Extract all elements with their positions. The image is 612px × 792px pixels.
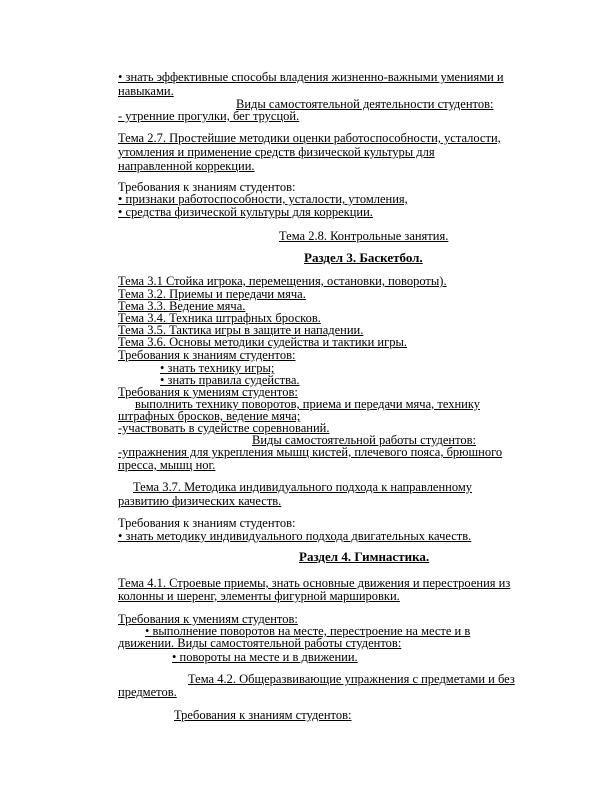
topic-2-8: Тема 2.8. Контрольные занятия. bbox=[279, 229, 449, 243]
text-morning-walks: - утренние прогулки, бег трусцой. bbox=[118, 109, 300, 123]
knowledge-requirements-heading: Требования к знаниям студентов: bbox=[118, 180, 296, 194]
bullet-turns-in-place: • повороты на месте и в движении. bbox=[172, 650, 358, 664]
topic-3-7: Тема 3.7. Методика индивидуального подхода к направленному bbox=[133, 480, 473, 494]
bullet-signs-fatigue: • признаки работоспособности, усталости, утомления, bbox=[118, 192, 408, 206]
topic-4-1-line2: колонны и шеренг, элементы фигурной маршировки. bbox=[118, 589, 400, 603]
bullet-individual-approach: • знать методику индивидуального подхода двигательных качеств. bbox=[118, 529, 472, 543]
section-3-heading: Раздел 3. Баскетбол. bbox=[304, 250, 423, 265]
skill-technique-line1: выполнить технику поворотов, приема и передачи мяча, технику bbox=[135, 397, 481, 411]
bullet-game-technique: • знать технику игры; bbox=[160, 361, 275, 375]
topic-2-7-line3: направленной коррекции. bbox=[118, 159, 255, 173]
bullet-turns-rebuilding: • выполнение поворотов на месте, перестроение на месте и в bbox=[145, 624, 471, 638]
topic-2-7: Тема 2.7. Простейшие методики оценки работоспособности, усталости, bbox=[118, 131, 501, 145]
topic-3-6: Тема 3.6. Основы методики судейства и тактики игры. bbox=[118, 335, 407, 349]
skill-refereeing: -участвовать в судействе соревнований. bbox=[118, 421, 330, 435]
heading-independent-activity: Виды самостоятельной деятельности студентов: bbox=[236, 97, 494, 111]
skills-requirements-4: Требования к умениям студентов: bbox=[118, 612, 298, 626]
bullet-correction-means: • средства физической культуры для коррекции. bbox=[118, 205, 373, 219]
topic-3-1: Тема 3.1 Стойка игрока, перемещения, остановки, повороты). bbox=[118, 274, 447, 288]
topic-3-3: Тема 3.3. Ведение мяча. bbox=[118, 299, 246, 313]
knowledge-requirements-3-7: Требования к знаниям студентов: bbox=[118, 516, 296, 530]
topic-3-7-line2: развитию физических качеств. bbox=[118, 494, 282, 508]
section-4-heading: Раздел 4. Гимнастика. bbox=[299, 549, 430, 564]
bullet-refereeing-rules: • знать правила судейства. bbox=[160, 373, 300, 387]
skill-technique-line2: штрафных бросков, ведение мяча; bbox=[118, 409, 301, 423]
skills-requirements-3: Требования к умениям студентов: bbox=[118, 385, 298, 399]
topic-3-5: Тема 3.5. Тактика игры в защите и нападении. bbox=[118, 323, 364, 337]
exercises-line2: пресса, мышц ног. bbox=[118, 458, 216, 472]
topic-4-2-line2: предметов. bbox=[118, 685, 177, 699]
bullet-turns-line2: движении. Виды самостоятельной работы студентов: bbox=[118, 636, 402, 650]
topic-3-4: Тема 3.4. Техника штрафных бросков. bbox=[118, 311, 321, 325]
topic-3-2: Тема 3.2. Приемы и передачи мяча. bbox=[118, 287, 306, 301]
independent-work-heading-3: Виды самостоятельной работы студентов: bbox=[252, 433, 476, 447]
knowledge-requirements-4-2: Требования к знаниям студентов: bbox=[174, 708, 352, 722]
topic-4-2: Тема 4.2. Общеразвивающие упражнения с предметами и без bbox=[188, 672, 515, 686]
bullet-effective-methods: • знать эффективные способы владения жизненно-важными умениями и bbox=[118, 70, 504, 84]
topic-2-7-line2: утомления и применение средств физической культуры для bbox=[118, 145, 435, 159]
knowledge-requirements-3: Требования к знаниям студентов: bbox=[118, 348, 296, 362]
text-skills: навыками. bbox=[118, 84, 174, 98]
exercises-line1: -упражнения для укрепления мышц кистей, плечевого пояса, брюшного bbox=[118, 445, 503, 459]
topic-4-1: Тема 4.1. Строевые приемы, знать основные движения и перестроения из bbox=[118, 576, 511, 590]
